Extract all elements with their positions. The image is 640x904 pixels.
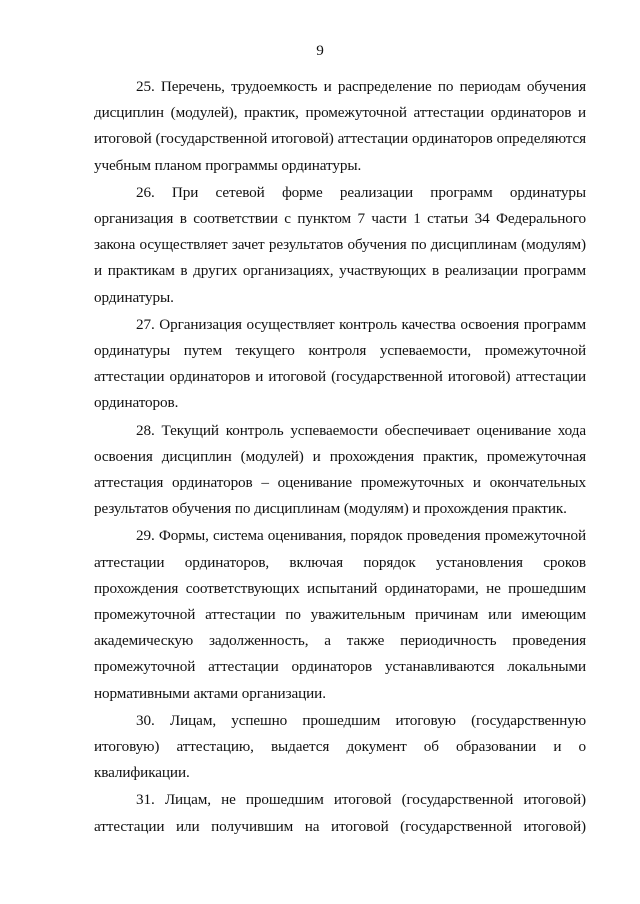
paragraph-25: 25. Перечень, трудоемкость и распределение по периодам обучения дисциплин (модулей), практик, промежуточной аттестации ординаторов и итоговой (государственной итоговой) аттестации ординаторов определяются учебным планом программы ординатуры. (94, 78, 586, 174)
paragraph-28: 28. Текущий контроль успеваемости обеспечивает оценивание хода освоения дисциплин (модулей) и прохождения практик, промежуточная аттестация ординаторов – оценивание промежуточных и окончательных результатов обучения по дисциплинам (модулям) и прохождения практик. (94, 421, 586, 518)
paragraph-29: 29. Формы, система оценивания, порядок проведения промежуточной аттестации ординаторов, включая порядок установления сроков прохождения соответствующих испытаний ординаторами, не прошедшим промежуточной аттестации по уважительным причинам или имеющим академическую задолженность, а также периодичность проведения промежуточной аттестации ординаторов устанавливаются локальными нормативными актами организации. (94, 527, 586, 702)
paragraph-26: 26. При сетевой форме реализации программ ординатуры организация в соответствии с пунктом 7 части 1 статьи 34 Федерального закона осуществляет зачет результатов обучения по дисциплинам (модулям) и практикам в других организациях, участвующих в реализации программ ординатуры. (94, 183, 586, 306)
paragraph-30: 30. Лицам, успешно прошедшим итоговую (государственную итоговую) аттестацию, выдается документ об образовании и о квалификации. (94, 711, 586, 782)
page-number: 9 (316, 42, 324, 59)
document-body (94, 74, 586, 841)
paragraph-31: 31. Лицам, не прошедшим итоговой (государственной итоговой) аттестации или получившим на итоговой (государственной итоговой) (94, 791, 586, 835)
paragraph-27: 27. Организация осуществляет контроль качества освоения программ ординатуры путем текущего контроля успеваемости, промежуточной аттестации ординаторов и итоговой (государственной итоговой) аттестации ординаторов. (94, 315, 586, 412)
